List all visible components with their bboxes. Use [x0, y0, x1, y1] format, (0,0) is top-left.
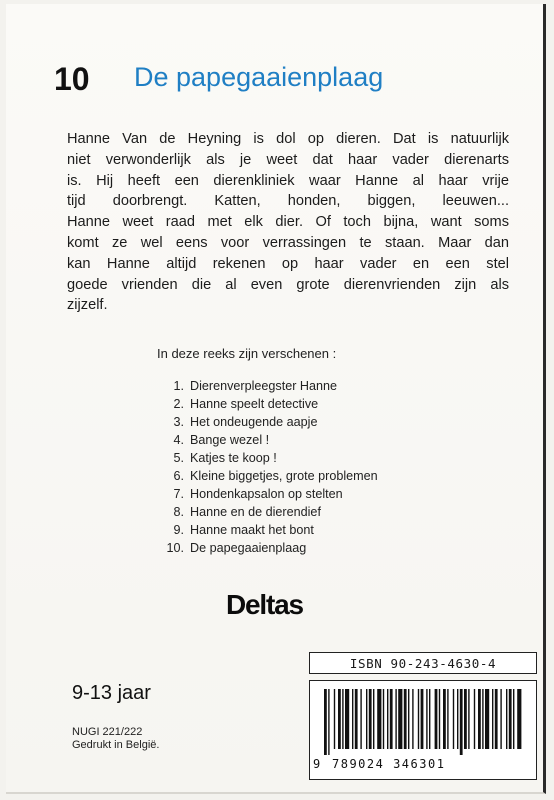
barcode-bar	[447, 689, 448, 749]
barcode-bar	[506, 689, 507, 749]
series-item	[158, 377, 378, 395]
series-item-number: 7.	[173, 487, 184, 501]
barcode-bar	[366, 689, 367, 749]
series-item	[158, 449, 378, 467]
barcode-bar	[435, 689, 438, 749]
series-item-title: Hanne maakt het bont	[190, 523, 314, 537]
barcode-bar	[517, 689, 521, 749]
barcode-bar	[429, 689, 430, 749]
barcode-bar	[421, 689, 424, 749]
blurb-line: Hanne weet raad met elk dier. Of toch bijna, want soms	[67, 214, 509, 231]
series-item-number: 8.	[173, 505, 184, 519]
series-item-title: Katjes te koop !	[190, 451, 277, 465]
barcode-bars	[320, 689, 526, 755]
series-item	[158, 431, 378, 449]
barcode-bar	[408, 689, 409, 749]
book-number: 10	[54, 61, 90, 97]
series-item-number: 6.	[173, 469, 184, 483]
barcode	[309, 680, 537, 780]
barcode-bar	[478, 689, 481, 749]
series-item	[158, 503, 378, 521]
barcode-bar	[328, 689, 329, 755]
series-item-title: Hanne en de dierendief	[190, 505, 321, 519]
barcode-bar	[352, 689, 353, 749]
series-item-number: 9.	[173, 523, 184, 537]
barcode-bar	[398, 689, 402, 749]
blurb-line: zijzelf.	[67, 297, 108, 314]
barcode-bar	[500, 689, 501, 749]
barcode-bar	[439, 689, 440, 749]
series-item	[158, 485, 378, 503]
series-item-title: Bange wezel !	[190, 433, 270, 447]
barcode-bar	[443, 689, 446, 749]
barcode-bar	[338, 689, 341, 749]
barcode-lead-digit: 9	[313, 757, 321, 771]
barcode-bar	[342, 689, 343, 749]
series-item	[158, 413, 378, 431]
series-item-title: De papegaaienplaag	[190, 541, 307, 555]
barcode-bar	[390, 689, 393, 749]
series-item-number: 10.	[166, 541, 184, 555]
blurb-text	[67, 129, 509, 316]
age-range: 9-13 jaar	[72, 682, 151, 704]
barcode-bar	[383, 689, 384, 749]
barcode-bar	[509, 689, 512, 749]
barcode-number: 789024 346301	[332, 757, 446, 771]
barcode-bar	[495, 689, 498, 749]
series-item-title: Kleine biggetjes, grote problemen	[190, 469, 378, 483]
barcode-bar	[373, 689, 374, 749]
book-title: De papegaaienplaag	[134, 62, 384, 92]
barcode-bar	[360, 689, 361, 749]
series-item-number: 3.	[173, 415, 184, 429]
publisher-logo: Deltas	[226, 589, 303, 620]
barcode-bar	[426, 689, 427, 749]
barcode-bar	[418, 689, 419, 749]
barcode-bar	[355, 689, 358, 749]
series-heading: In deze reeks zijn verschenen :	[157, 346, 337, 361]
barcode-bar	[387, 689, 388, 749]
series-item-number: 1.	[173, 379, 184, 393]
barcode-bar	[460, 689, 463, 755]
barcode-bar	[474, 689, 475, 749]
barcode-bar	[412, 689, 413, 749]
barcode-bar	[453, 689, 454, 749]
blurb-line: komt ze wel eens voor verrassingen te staan. Maar dan	[67, 234, 509, 251]
series-item-number: 4.	[173, 433, 184, 447]
series-item	[158, 395, 378, 413]
blurb-line: goede vrienden die al even grote dierenvrienden zijn als	[67, 276, 509, 293]
back-cover	[6, 4, 546, 794]
barcode-bar	[464, 689, 467, 749]
barcode-bar	[492, 689, 493, 749]
printed-in: Gedrukt in België.	[72, 739, 160, 751]
barcode-bar	[334, 689, 335, 749]
series-item-title: Het ondeugende aapje	[190, 415, 318, 429]
series-item-title: Hondenkapsalon op stelten	[190, 487, 343, 501]
barcode-bar	[395, 689, 396, 749]
blurb-line: is. Hij heeft een dierenkliniek waar Hanne al haar vrije	[67, 172, 509, 189]
nugi-code: NUGI 221/222	[72, 726, 143, 738]
blurb-line: niet verwonderlijk als je weet dat haar vader dierenarts	[67, 151, 509, 168]
series-item	[158, 539, 378, 557]
barcode-bar	[485, 689, 489, 749]
series-item-number: 5.	[173, 451, 184, 465]
series-item-title: Hanne speelt detective	[190, 397, 319, 411]
blurb-line: tijd doorbrengt. Katten, honden, biggen, leeuwen...	[67, 193, 509, 210]
barcode-bar	[369, 689, 372, 749]
barcode-bar	[513, 689, 514, 749]
series-item	[158, 521, 378, 539]
imprint-info	[72, 726, 159, 752]
series-item	[158, 467, 378, 485]
series-list	[158, 377, 378, 557]
barcode-bar	[457, 689, 458, 749]
isbn-label: ISBN 90-243-4630-4	[309, 652, 537, 674]
barcode-bar	[482, 689, 483, 749]
series-item-title: Dierenverpleegster Hanne	[190, 379, 338, 393]
barcode-bar	[404, 689, 407, 749]
blurb-line: kan Hanne altijd rekenen op haar vader en een stel	[67, 255, 509, 272]
barcode-bar	[468, 689, 469, 749]
barcode-bar	[324, 689, 327, 755]
barcode-bar	[377, 689, 381, 749]
series-item-number: 2.	[173, 397, 184, 411]
barcode-bar	[345, 689, 349, 749]
blurb-line: Hanne Van de Heyning is dol op dieren. Dat is natuurlijk	[67, 131, 509, 147]
